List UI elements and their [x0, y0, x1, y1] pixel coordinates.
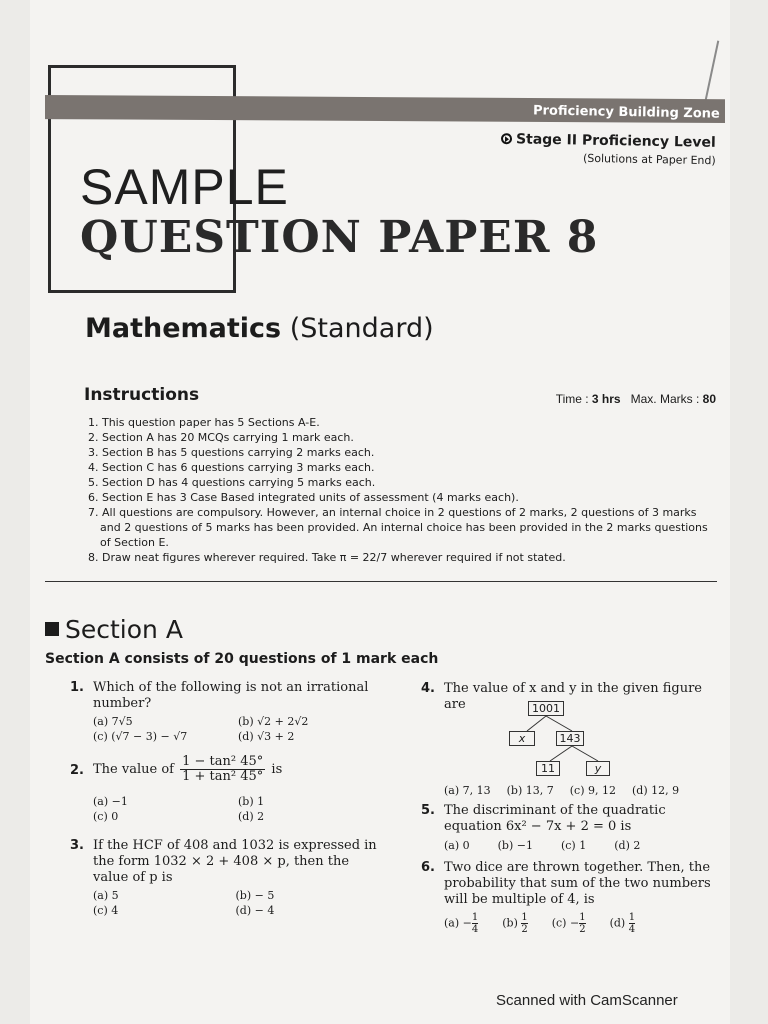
question-text: If the HCF of 408 and 1032 is expressed in the form 1032 × 2 + 408 × p, then the value of p is	[93, 838, 377, 885]
question-text: The value of x and y in the given figure are	[444, 681, 702, 712]
option-c: (c) − $\frac{1}{2}$	[551, 912, 586, 935]
instruction-item: 6. Section E has 3 Case Based integrated units of assessment (4 marks each).	[88, 491, 519, 504]
question-5: 5. The discriminant of the quadratic equation 6x² − 7x + 2 = 0 is (a) 0 (b) −1 (c) 1 (d) 2	[444, 803, 719, 854]
play-circle-icon	[501, 133, 512, 144]
options	[93, 888, 378, 918]
tree-node-11: 11	[536, 761, 560, 776]
option-d: (d) 2	[238, 810, 265, 823]
tree-node-root: 1001	[528, 701, 564, 716]
option-d: (d) 2	[614, 839, 641, 852]
zone-label: Proficiency Building Zone	[533, 103, 721, 122]
option-d: (d) $\frac{1}{4}$	[609, 912, 636, 935]
stage-label: Stage II Proficiency Level	[501, 131, 716, 151]
option-b: (b) 13, 7	[506, 784, 554, 797]
option-c: (c) (√7 − 3) − √7	[93, 730, 188, 743]
divider	[45, 581, 717, 582]
instruction-item: 2. Section A has 20 MCQs carrying 1 mark each.	[88, 431, 354, 444]
square-bullet-icon	[45, 622, 59, 636]
option-a: (a) − $\frac{1}{4}$	[444, 912, 479, 935]
section-heading: Section A	[45, 615, 183, 644]
option-b: (b) 1	[238, 795, 265, 808]
scanner-watermark: Scanned with CamScanner	[496, 992, 678, 1009]
option-c: (c) 1	[560, 839, 587, 852]
options	[93, 714, 383, 744]
option-a: (a) 7, 13	[444, 784, 491, 797]
option-a: (a) 5	[93, 889, 119, 902]
options	[93, 794, 383, 824]
instruction-item: 4. Section C has 6 questions carrying 3 marks each.	[88, 461, 375, 474]
section-subtitle: Section A consists of 20 questions of 1 mark each	[45, 651, 439, 667]
option-c: (c) 9, 12	[569, 784, 616, 797]
instruction-item: 3. Section B has 5 questions carrying 2 marks each.	[88, 446, 375, 459]
option-a: (a) 0	[444, 839, 470, 852]
title-sample: SAMPLE	[80, 159, 289, 215]
question-4: 4. The value of x and y in the given figure are	[444, 681, 719, 713]
option-d: (d) 12, 9	[632, 784, 680, 797]
question-1: 1. Which of the following is not an irrational number? (a) 7√5 (b) √2 + 2√2 (c) (√7 − 3) − √7 (d) √3 + 2	[93, 680, 383, 744]
instruction-item: 5. Section D has 4 questions carrying 5 marks each.	[88, 476, 376, 489]
instructions-heading: Instructions	[84, 385, 200, 405]
title-question-paper: QUESTION PAPER 8	[80, 212, 599, 263]
options	[444, 783, 719, 799]
option-c: (c) 0	[93, 810, 119, 823]
question-text: Two dice are thrown together. Then, the probability that sum of the two numbers will be multiple of 4, is	[444, 860, 711, 907]
option-d: (d) − 4	[235, 904, 275, 917]
tree-node-143: 143	[556, 731, 584, 746]
instructions-list	[88, 415, 718, 565]
option-d: (d) √3 + 2	[238, 730, 295, 743]
tree-node-x: x	[509, 731, 535, 746]
option-b: (b) − 5	[235, 889, 275, 902]
question-2: 2. The value of $\frac{\text{1 − tan² 45°}}{\text{1 + tan² 45°}}$ is (a) −1 (b) 1 (c) 0 (d) 2	[93, 755, 383, 824]
option-a: (a) 7√5	[93, 715, 133, 728]
question-text: The value of $\frac{\text{1 − tan² 45°}}{\text{1 + tan² 45°}}$ is	[93, 754, 283, 784]
option-a: (a) −1	[93, 795, 128, 808]
time-marks: Time : 3 hrs Max. Marks : 80	[555, 392, 716, 406]
factor-tree-figure	[490, 700, 630, 780]
instruction-item: 8. Draw neat figures wherever required. Take π = 22/7 wherever required if not stated.	[88, 551, 566, 564]
question-6: 6. Two dice are thrown together. Then, the probability that sum of the two numbers will be multiple of 4, is (a) − $\frac{1}{4}$ (b) $\frac{1}{2}$ (c) − $\frac{1}{2}$ (d) $\frac{1}{4}$	[444, 860, 719, 935]
question-text: Which of the following is not an irrational number?	[93, 680, 369, 711]
option-c: (c) 4	[93, 904, 119, 917]
question-3: 3. If the HCF of 408 and 1032 is expressed in the form 1032 × 2 + 408 × p, then the value of p is (a) 5 (b) − 5 (c) 4 (d) − 4	[70, 838, 377, 917]
option-b: (b) $\frac{1}{2}$	[502, 912, 528, 935]
options	[444, 912, 719, 935]
instruction-item: 1. This question paper has 5 Sections A-E.	[88, 416, 320, 429]
tree-node-y: y	[586, 761, 610, 776]
instruction-item: 7. All questions are compulsory. However, an internal choice in 2 questions of 2 marks, 2 questions of 3 marks and 2 questions of 5 marks has been provided. An internal choice has been provided in the 2 marks questions of Section E.	[88, 506, 708, 549]
option-b: (b) −1	[497, 839, 533, 852]
question-4-options	[444, 780, 719, 799]
fraction: $\frac{\text{1 − tan² 45°}}{\text{1 + tan² 45°}}$	[182, 754, 264, 784]
option-b: (b) √2 + 2√2	[238, 715, 309, 728]
subject-title: Mathematics (Standard)	[85, 313, 434, 344]
question-text: The discriminant of the quadratic equation 6x² − 7x + 2 = 0 is	[444, 803, 666, 834]
solutions-note: (Solutions at Paper End)	[583, 151, 717, 168]
options	[444, 838, 719, 854]
